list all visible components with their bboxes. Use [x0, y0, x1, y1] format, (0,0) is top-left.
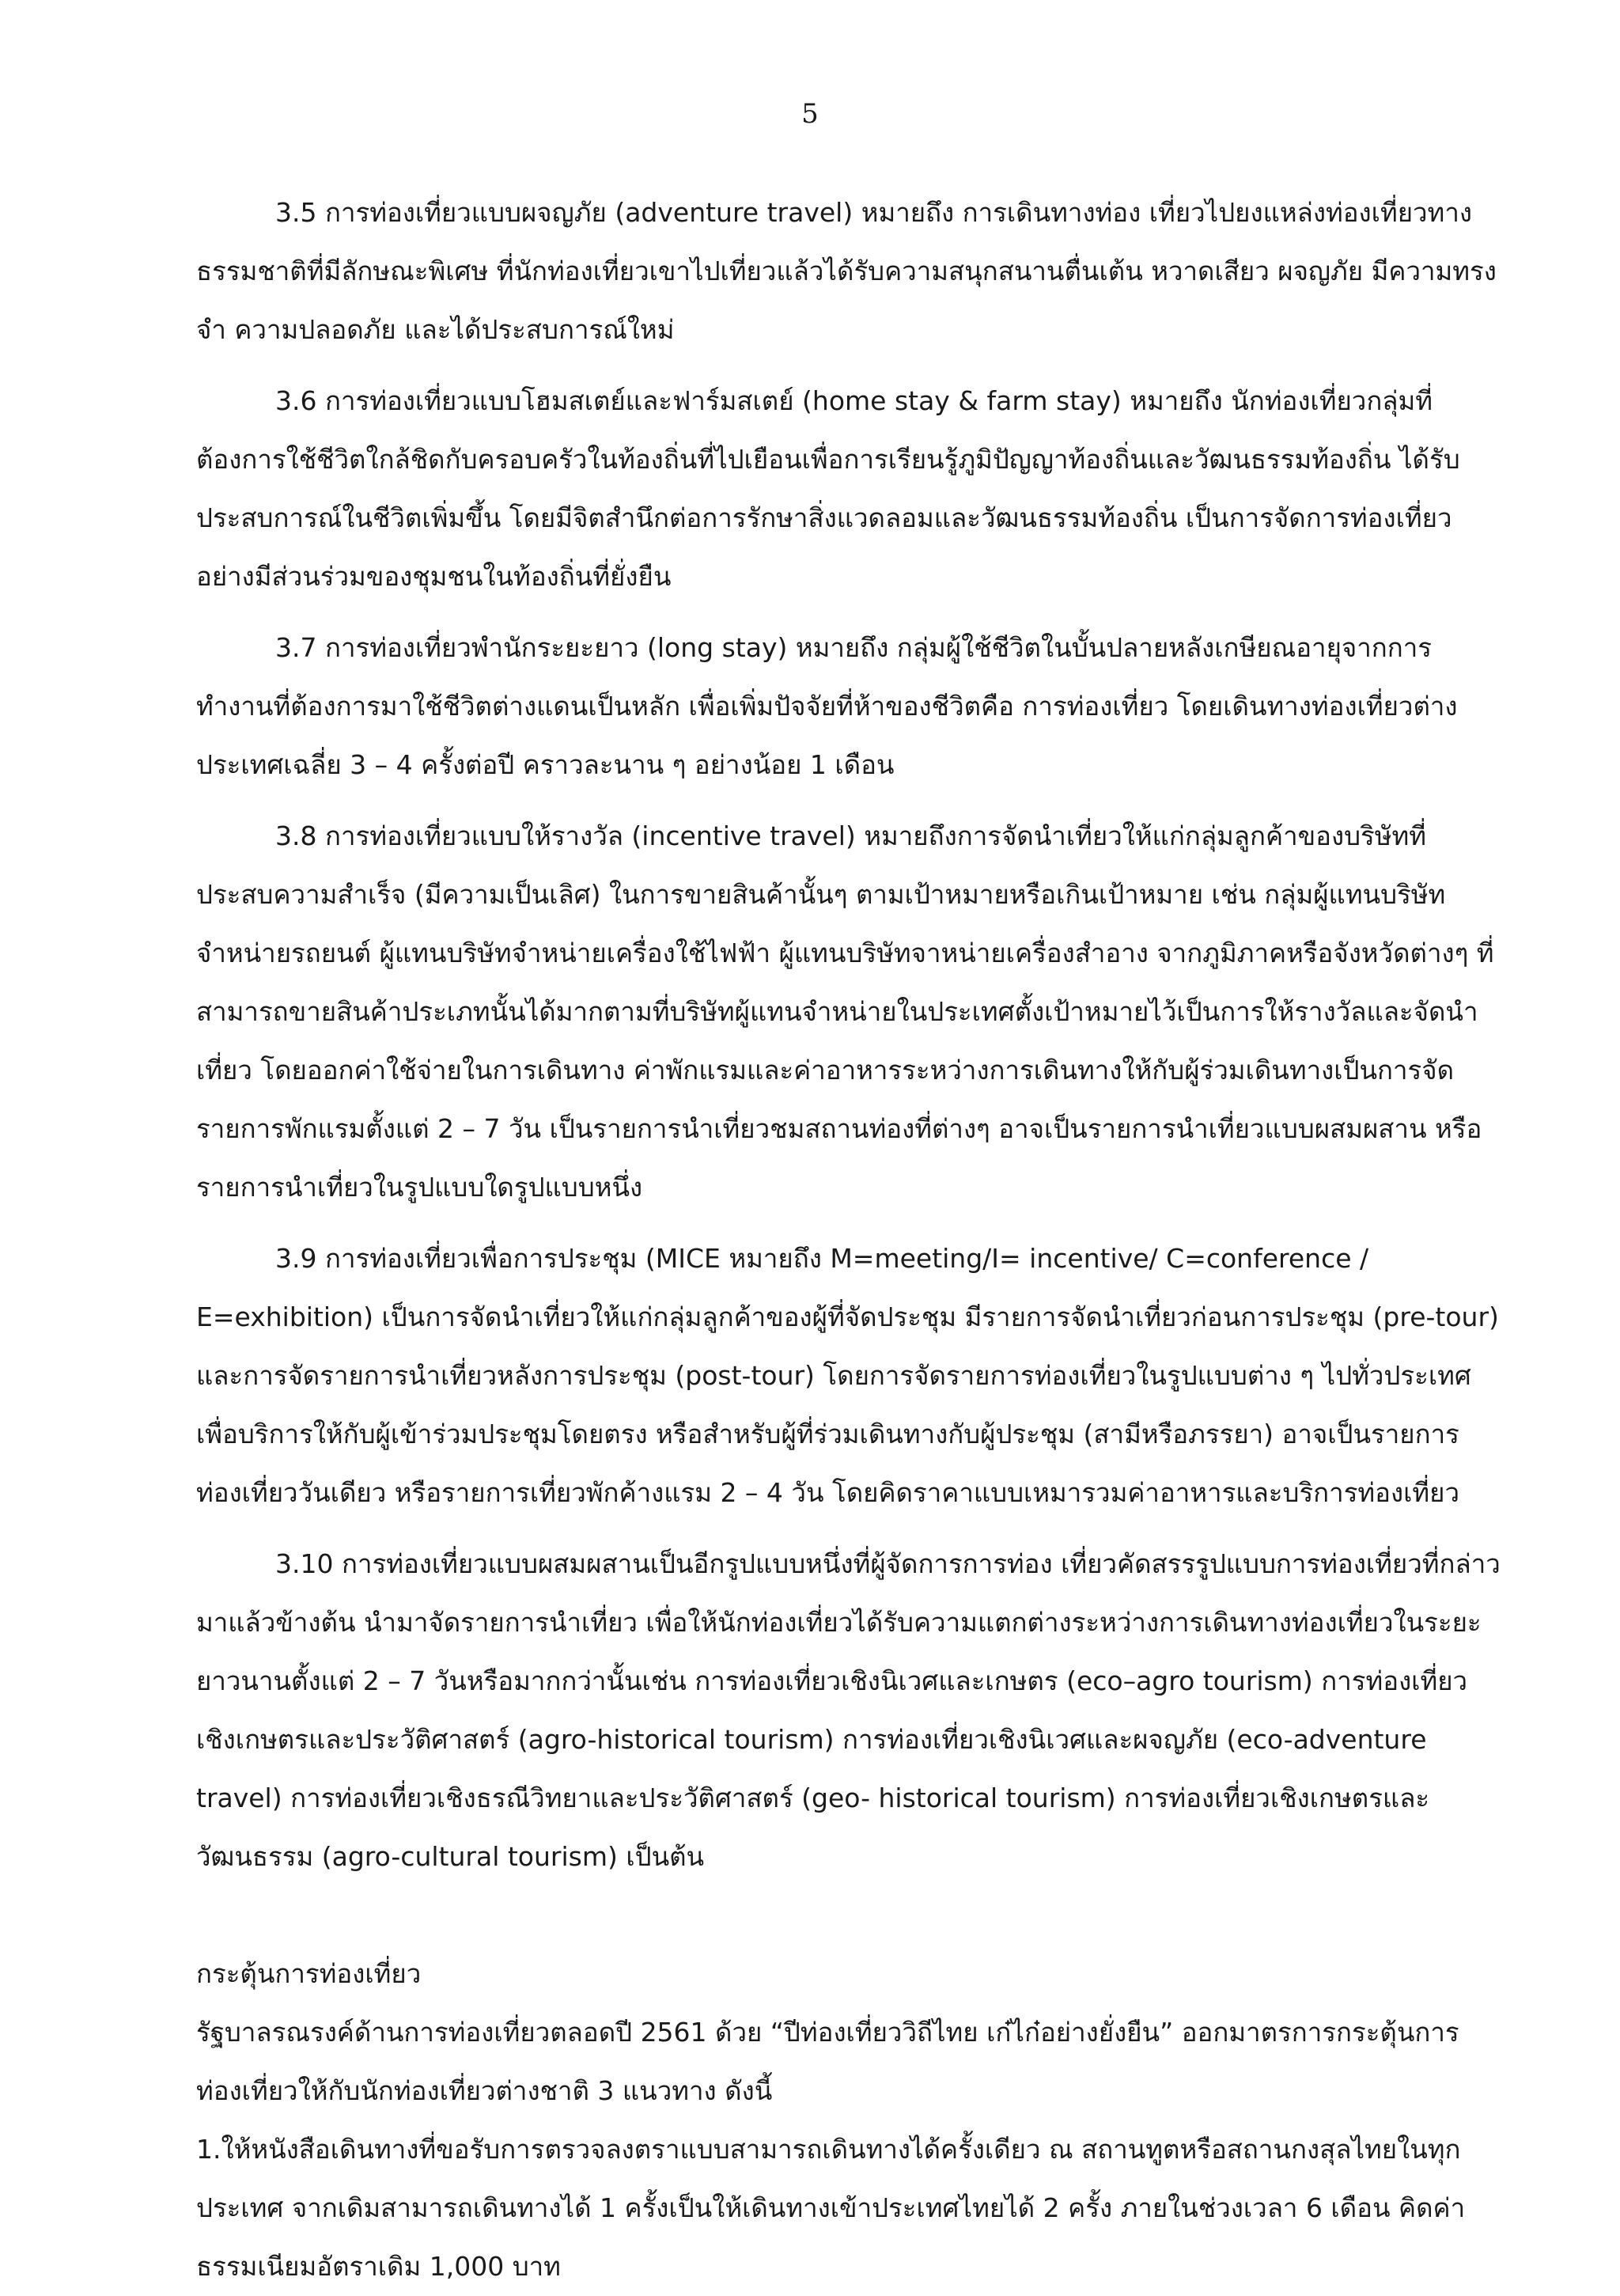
section-spacer [196, 1899, 1501, 1945]
section-item-1: 1.ให้หนังสือเดินทางที่ขอรับการตรวจลงตราแบบสามารถเดินทางได้ครั้งเดียว ณ สถานทูตหรือสถานกงสุลไทยในทุกประเทศ จากเดิมสามารถเดินทางได้ 1 ครั้งเป็นให้เดินทางเข้าประเทศไทยได้ 2 ครั้ง ภายในช่วงเวลา 6 เดือน คิดค่าธรรมเนียมอัตราเดิม 1,000 บาท [196, 2134, 1466, 2282]
page-number: 5 [801, 98, 819, 130]
paragraph-3-8: 3.8 การท่องเที่ยวแบบให้รางวัล (incentive travel) หมายถึงการจัดนำเที่ยวให้แก่กลุ่มลูกค้าของบริษัทที่ประสบความสำเร็จ (มีความเป็นเลิศ) ในการขายสินค้านั้นๆ ตามเป้าหมายหรือเกินเป้าหมาย เช่น กลุ่มผู้แทนบริษัทจำหน่ายรถยนต์ ผู้แทนบริษัทจำหน่ายเครื่องใช้ไฟฟ้า ผู้แทนบริษัทจาหน่ายเครื่องสำอาง จากภูมิภาคหรือจังหวัดต่างๆ ที่สามารถขายสินค้าประเภทนั้นได้มากตามที่บริษัทผู้แทนจำหน่ายในประเทศตั้งเป้าหมายไว้เป็นการให้รางวัลและจัดนำเที่ยว โดยออกค่าใช้จ่ายในการเดินทาง ค่าพักแรมและค่าอาหารระหว่างการเดินทางให้กับผู้ร่วมเดินทางเป็นการจัดรายการพักแรมตั้งแต่ 2 – 7 วัน เป็นรายการนำเที่ยวชมสถานท่องที่ต่างๆ อาจเป็นรายการนำเที่ยวแบบผสมผสาน หรือรายการนำเที่ยวในรูปแบบใดรูปแบบหนึ่ง [196, 820, 1494, 1203]
paragraph-3-9: 3.9 การท่องเที่ยวเพื่อการประชุม (MICE หมายถึง M=meeting/I= incentive/ C=conference / E=exhibition) เป็นการจัดนำเที่ยวให้แก่กลุ่มลูกค้าของผู้ที่จัดประชุม มีรายการจัดนำเที่ยวก่อนการประชุม (pre-tour) และการจัดรายการนำเที่ยวหลังการประชุม (post-tour) โดยการจัดรายการท่องเที่ยวในรูปแบบต่าง ๆ ไปทั่วประเทศ เพื่อบริการให้กับผู้เข้าร่วมประชุมโดยตรง หรือสำหรับผู้ที่ร่วมเดินทางกับผู้ประชุม (สามีหรือภรรยา) อาจเป็นรายการท่องเที่ยววันเดียว หรือรายการเที่ยวพักค้างแรม 2 – 4 วัน โดยคิดราคาแบบเหมารวมค่าอาหารและบริการท่องเที่ยว [196, 1243, 1499, 1508]
paragraph-3-10: 3.10 การท่องเที่ยวแบบผสมผสานเป็นอีกรูปแบบหนึ่งที่ผู้จัดการการท่อง เที่ยวคัดสรรรูปแบบการท่องเที่ยวที่กล่าวมาแล้วข้างต้น นำมาจัดรายการนำเที่ยว เพื่อให้นักท่องเที่ยวได้รับความแตกต่างระหว่างการเดินทางท่องเที่ยวในระยะยาวนานตั้งแต่ 2 – 7 วันหรือมากกว่านั้นเช่น การท่องเที่ยวเชิงนิเวศและเกษตร (eco–agro tourism) การท่องเที่ยวเชิงเกษตรและประวัติศาสตร์ (agro-historical tourism) การท่องเที่ยวเชิงนิเวศและผจญภัย (eco-adventure travel) การท่องเที่ยวเชิงธรณีวิทยาและประวัติศาสตร์ (geo- historical tourism) การท่องเที่ยวเชิงเกษตรและวัฒนธรรม (agro-cultural tourism) เป็นต้น [196, 1548, 1501, 1872]
section-heading: กระตุ้นการท่องเที่ยว [196, 1958, 422, 1989]
section-intro: รัฐบาลรณรงค์ด้านการท่องเที่ยวตลอดปี 2561 ด้วย “ปีท่องเที่ยววิถีไทย เก๋ไก๋อย่างยั่งยืน” ออกมาตรการกระตุ้นการท่องเที่ยวให้กับนักท่องเที่ยวต่างชาติ 3 แนวทาง ดังนี้ [196, 2017, 1459, 2106]
paragraph-3-5: 3.5 การท่องเที่ยวแบบผจญภัย (adventure travel) หมายถึง การเดินทางท่อง เที่ยวไปยงแหล่งท่องเที่ยวทางธรรมชาติที่มีลักษณะพิเศษ ที่นักท่องเที่ยวเขาไปเที่ยวแล้วได้รับความสนุกสนานตื่นเต้น หวาดเสียว ผจญภัย มีความทรงจำ ความปลอดภัย และได้ประสบการณ์ใหม่ [196, 197, 1497, 345]
body-text [196, 184, 1501, 2296]
paragraph-3-7: 3.7 การท่องเที่ยวพำนักระยะยาว (long stay) หมายถึง กลุ่มผู้ใช้ชีวิตในบั้นปลายหลังเกษียณอายุจากการทำงานที่ต้องการมาใช้ชีวิตต่างแดนเป็นหลัก เพื่อเพิ่มปัจจัยที่ห้าของชีวิตคือ การท่องเที่ยว โดยเดินทางท่องเที่ยวต่างประเทศเฉลี่ย 3 – 4 ครั้งต่อปี คราวละนาน ๆ อย่างน้อย 1 เดือน [196, 632, 1458, 780]
paragraph-3-6: 3.6 การท่องเที่ยวแบบโฮมสเตย์และฟาร์มสเตย์ (home stay & farm stay) หมายถึง นักท่องเที่ยวกลุ่มที่ต้องการใช้ชีวิตใกล้ชิดกับครอบครัวในท้องถิ่นที่ไปเยือนเพื่อการเรียนรู้ภูมิปัญญาท้องถิ่นและวัฒนธรรมท้องถิ่น ได้รับประสบการณ์ในชีวิตเพิ่มขึ้น โดยมีจิตสำนึกต่อการรักษาสิ่งแวดลอมและวัฒนธรรมท้องถิ่น เป็นการจัดการท่องเที่ยวอย่างมีส่วนร่วมของชุมชนในท้องถิ่นที่ยั่งยืน [196, 385, 1460, 592]
